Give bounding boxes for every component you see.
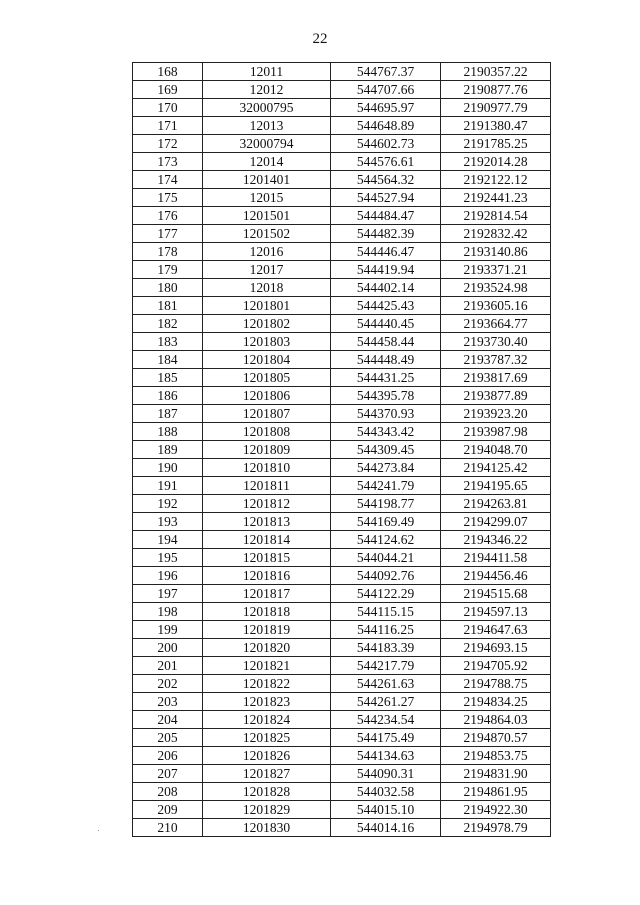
y-coordinate-cell: 2194870.57 <box>441 729 551 747</box>
table-row <box>133 207 551 225</box>
point-id-cell: 32000794 <box>203 135 331 153</box>
row-index-cell: 198 <box>133 603 203 621</box>
x-coordinate-cell: 544122.29 <box>331 585 441 603</box>
table-row <box>133 801 551 819</box>
y-coordinate-cell: 2194864.03 <box>441 711 551 729</box>
y-coordinate-cell: 2194922.30 <box>441 801 551 819</box>
x-coordinate-cell: 544767.37 <box>331 63 441 81</box>
point-id-cell: 1201829 <box>203 801 331 819</box>
y-coordinate-cell: 2194195.65 <box>441 477 551 495</box>
y-coordinate-cell: 2194411.58 <box>441 549 551 567</box>
x-coordinate-cell: 544273.84 <box>331 459 441 477</box>
margin-speck <box>98 830 99 831</box>
y-coordinate-cell: 2194693.15 <box>441 639 551 657</box>
table-row <box>133 243 551 261</box>
row-index-cell: 171 <box>133 117 203 135</box>
row-index-cell: 193 <box>133 513 203 531</box>
table-row <box>133 99 551 117</box>
x-coordinate-cell: 544648.89 <box>331 117 441 135</box>
point-id-cell: 1201811 <box>203 477 331 495</box>
y-coordinate-cell: 2194647.63 <box>441 621 551 639</box>
point-id-cell: 1201502 <box>203 225 331 243</box>
row-index-cell: 185 <box>133 369 203 387</box>
table-row <box>133 567 551 585</box>
row-index-cell: 199 <box>133 621 203 639</box>
coordinates-table <box>132 62 551 837</box>
row-index-cell: 207 <box>133 765 203 783</box>
coordinates-table-body <box>133 63 551 837</box>
row-index-cell: 176 <box>133 207 203 225</box>
x-coordinate-cell: 544431.25 <box>331 369 441 387</box>
row-index-cell: 187 <box>133 405 203 423</box>
x-coordinate-cell: 544234.54 <box>331 711 441 729</box>
y-coordinate-cell: 2194861.95 <box>441 783 551 801</box>
y-coordinate-cell: 2194834.25 <box>441 693 551 711</box>
table-row <box>133 153 551 171</box>
point-id-cell: 1201828 <box>203 783 331 801</box>
row-index-cell: 182 <box>133 315 203 333</box>
x-coordinate-cell: 544576.61 <box>331 153 441 171</box>
table-row <box>133 63 551 81</box>
table-row <box>133 747 551 765</box>
point-id-cell: 1201810 <box>203 459 331 477</box>
point-id-cell: 1201807 <box>203 405 331 423</box>
point-id-cell: 12018 <box>203 279 331 297</box>
row-index-cell: 189 <box>133 441 203 459</box>
table-row <box>133 279 551 297</box>
point-id-cell: 1201817 <box>203 585 331 603</box>
x-coordinate-cell: 544092.76 <box>331 567 441 585</box>
y-coordinate-cell: 2191785.25 <box>441 135 551 153</box>
y-coordinate-cell: 2193730.40 <box>441 333 551 351</box>
x-coordinate-cell: 544032.58 <box>331 783 441 801</box>
x-coordinate-cell: 544261.27 <box>331 693 441 711</box>
row-index-cell: 178 <box>133 243 203 261</box>
row-index-cell: 205 <box>133 729 203 747</box>
row-index-cell: 175 <box>133 189 203 207</box>
point-id-cell: 1201809 <box>203 441 331 459</box>
x-coordinate-cell: 544241.79 <box>331 477 441 495</box>
table-row <box>133 783 551 801</box>
point-id-cell: 1201801 <box>203 297 331 315</box>
table-row <box>133 171 551 189</box>
point-id-cell: 1201826 <box>203 747 331 765</box>
row-index-cell: 183 <box>133 333 203 351</box>
x-coordinate-cell: 544448.49 <box>331 351 441 369</box>
row-index-cell: 208 <box>133 783 203 801</box>
x-coordinate-cell: 544044.21 <box>331 549 441 567</box>
point-id-cell: 1201812 <box>203 495 331 513</box>
row-index-cell: 194 <box>133 531 203 549</box>
y-coordinate-cell: 2194597.13 <box>441 603 551 621</box>
point-id-cell: 1201802 <box>203 315 331 333</box>
row-index-cell: 196 <box>133 567 203 585</box>
point-id-cell: 1201808 <box>203 423 331 441</box>
point-id-cell: 1201824 <box>203 711 331 729</box>
point-id-cell: 12014 <box>203 153 331 171</box>
row-index-cell: 192 <box>133 495 203 513</box>
row-index-cell: 184 <box>133 351 203 369</box>
row-index-cell: 203 <box>133 693 203 711</box>
row-index-cell: 206 <box>133 747 203 765</box>
y-coordinate-cell: 2193524.98 <box>441 279 551 297</box>
y-coordinate-cell: 2194831.90 <box>441 765 551 783</box>
y-coordinate-cell: 2193923.20 <box>441 405 551 423</box>
y-coordinate-cell: 2192832.42 <box>441 225 551 243</box>
y-coordinate-cell: 2194125.42 <box>441 459 551 477</box>
y-coordinate-cell: 2194853.75 <box>441 747 551 765</box>
x-coordinate-cell: 544695.97 <box>331 99 441 117</box>
y-coordinate-cell: 2194788.75 <box>441 675 551 693</box>
table-row <box>133 513 551 531</box>
table-row <box>133 81 551 99</box>
x-coordinate-cell: 544124.62 <box>331 531 441 549</box>
table-row <box>133 423 551 441</box>
y-coordinate-cell: 2190877.76 <box>441 81 551 99</box>
x-coordinate-cell: 544484.47 <box>331 207 441 225</box>
x-coordinate-cell: 544602.73 <box>331 135 441 153</box>
y-coordinate-cell: 2192441.23 <box>441 189 551 207</box>
point-id-cell: 1201804 <box>203 351 331 369</box>
table-row <box>133 477 551 495</box>
x-coordinate-cell: 544370.93 <box>331 405 441 423</box>
y-coordinate-cell: 2190977.79 <box>441 99 551 117</box>
x-coordinate-cell: 544183.39 <box>331 639 441 657</box>
row-index-cell: 172 <box>133 135 203 153</box>
y-coordinate-cell: 2193877.89 <box>441 387 551 405</box>
table-row <box>133 495 551 513</box>
table-row <box>133 603 551 621</box>
table-row <box>133 819 551 837</box>
row-index-cell: 188 <box>133 423 203 441</box>
row-index-cell: 177 <box>133 225 203 243</box>
y-coordinate-cell: 2192814.54 <box>441 207 551 225</box>
point-id-cell: 1201806 <box>203 387 331 405</box>
row-index-cell: 200 <box>133 639 203 657</box>
row-index-cell: 201 <box>133 657 203 675</box>
x-coordinate-cell: 544458.44 <box>331 333 441 351</box>
point-id-cell: 12017 <box>203 261 331 279</box>
table-row <box>133 189 551 207</box>
row-index-cell: 209 <box>133 801 203 819</box>
y-coordinate-cell: 2193140.86 <box>441 243 551 261</box>
x-coordinate-cell: 544134.63 <box>331 747 441 765</box>
y-coordinate-cell: 2194705.92 <box>441 657 551 675</box>
y-coordinate-cell: 2193605.16 <box>441 297 551 315</box>
x-coordinate-cell: 544217.79 <box>331 657 441 675</box>
table-row <box>133 711 551 729</box>
x-coordinate-cell: 544419.94 <box>331 261 441 279</box>
table-row <box>133 657 551 675</box>
point-id-cell: 12011 <box>203 63 331 81</box>
x-coordinate-cell: 544343.42 <box>331 423 441 441</box>
point-id-cell: 1201401 <box>203 171 331 189</box>
x-coordinate-cell: 544402.14 <box>331 279 441 297</box>
row-index-cell: 204 <box>133 711 203 729</box>
page-number: 22 <box>312 31 328 47</box>
y-coordinate-cell: 2194515.68 <box>441 585 551 603</box>
row-index-cell: 186 <box>133 387 203 405</box>
x-coordinate-cell: 544115.15 <box>331 603 441 621</box>
point-id-cell: 1201821 <box>203 657 331 675</box>
row-index-cell: 190 <box>133 459 203 477</box>
y-coordinate-cell: 2194048.70 <box>441 441 551 459</box>
table-row <box>133 549 551 567</box>
point-id-cell: 1201819 <box>203 621 331 639</box>
row-index-cell: 170 <box>133 99 203 117</box>
table-row <box>133 405 551 423</box>
x-coordinate-cell: 544175.49 <box>331 729 441 747</box>
table-row <box>133 675 551 693</box>
x-coordinate-cell: 544090.31 <box>331 765 441 783</box>
y-coordinate-cell: 2192122.12 <box>441 171 551 189</box>
x-coordinate-cell: 544446.47 <box>331 243 441 261</box>
point-id-cell: 1201818 <box>203 603 331 621</box>
table-row <box>133 729 551 747</box>
table-row <box>133 441 551 459</box>
table-row <box>133 333 551 351</box>
row-index-cell: 191 <box>133 477 203 495</box>
row-index-cell: 174 <box>133 171 203 189</box>
row-index-cell: 202 <box>133 675 203 693</box>
x-coordinate-cell: 544482.39 <box>331 225 441 243</box>
x-coordinate-cell: 544707.66 <box>331 81 441 99</box>
point-id-cell: 32000795 <box>203 99 331 117</box>
table-row <box>133 459 551 477</box>
y-coordinate-cell: 2194456.46 <box>441 567 551 585</box>
x-coordinate-cell: 544395.78 <box>331 387 441 405</box>
x-coordinate-cell: 544564.32 <box>331 171 441 189</box>
row-index-cell: 168 <box>133 63 203 81</box>
point-id-cell: 12013 <box>203 117 331 135</box>
point-id-cell: 1201815 <box>203 549 331 567</box>
x-coordinate-cell: 544169.49 <box>331 513 441 531</box>
y-coordinate-cell: 2194346.22 <box>441 531 551 549</box>
y-coordinate-cell: 2191380.47 <box>441 117 551 135</box>
table-row <box>133 261 551 279</box>
table-row <box>133 369 551 387</box>
table-row <box>133 531 551 549</box>
y-coordinate-cell: 2190357.22 <box>441 63 551 81</box>
y-coordinate-cell: 2194978.79 <box>441 819 551 837</box>
row-index-cell: 173 <box>133 153 203 171</box>
y-coordinate-cell: 2194263.81 <box>441 495 551 513</box>
row-index-cell: 197 <box>133 585 203 603</box>
x-coordinate-cell: 544015.10 <box>331 801 441 819</box>
table-row <box>133 585 551 603</box>
x-coordinate-cell: 544116.25 <box>331 621 441 639</box>
row-index-cell: 179 <box>133 261 203 279</box>
point-id-cell: 1201820 <box>203 639 331 657</box>
point-id-cell: 1201814 <box>203 531 331 549</box>
x-coordinate-cell: 544014.16 <box>331 819 441 837</box>
table-row <box>133 765 551 783</box>
row-index-cell: 195 <box>133 549 203 567</box>
point-id-cell: 1201825 <box>203 729 331 747</box>
y-coordinate-cell: 2193664.77 <box>441 315 551 333</box>
table-row <box>133 297 551 315</box>
y-coordinate-cell: 2193987.98 <box>441 423 551 441</box>
point-id-cell: 1201805 <box>203 369 331 387</box>
point-id-cell: 1201830 <box>203 819 331 837</box>
table-row <box>133 639 551 657</box>
point-id-cell: 1201501 <box>203 207 331 225</box>
point-id-cell: 1201816 <box>203 567 331 585</box>
point-id-cell: 1201822 <box>203 675 331 693</box>
y-coordinate-cell: 2193371.21 <box>441 261 551 279</box>
point-id-cell: 12012 <box>203 81 331 99</box>
row-index-cell: 181 <box>133 297 203 315</box>
table-row <box>133 225 551 243</box>
point-id-cell: 1201827 <box>203 765 331 783</box>
x-coordinate-cell: 544440.45 <box>331 315 441 333</box>
x-coordinate-cell: 544261.63 <box>331 675 441 693</box>
table-row <box>133 135 551 153</box>
row-index-cell: 210 <box>133 819 203 837</box>
y-coordinate-cell: 2192014.28 <box>441 153 551 171</box>
point-id-cell: 12015 <box>203 189 331 207</box>
y-coordinate-cell: 2193817.69 <box>441 369 551 387</box>
table-row <box>133 351 551 369</box>
row-index-cell: 180 <box>133 279 203 297</box>
point-id-cell: 1201823 <box>203 693 331 711</box>
x-coordinate-cell: 544309.45 <box>331 441 441 459</box>
table-row <box>133 117 551 135</box>
table-row <box>133 621 551 639</box>
point-id-cell: 1201813 <box>203 513 331 531</box>
y-coordinate-cell: 2193787.32 <box>441 351 551 369</box>
table-row <box>133 387 551 405</box>
x-coordinate-cell: 544198.77 <box>331 495 441 513</box>
x-coordinate-cell: 544527.94 <box>331 189 441 207</box>
table-row <box>133 315 551 333</box>
point-id-cell: 1201803 <box>203 333 331 351</box>
point-id-cell: 12016 <box>203 243 331 261</box>
y-coordinate-cell: 2194299.07 <box>441 513 551 531</box>
table-row <box>133 693 551 711</box>
row-index-cell: 169 <box>133 81 203 99</box>
x-coordinate-cell: 544425.43 <box>331 297 441 315</box>
